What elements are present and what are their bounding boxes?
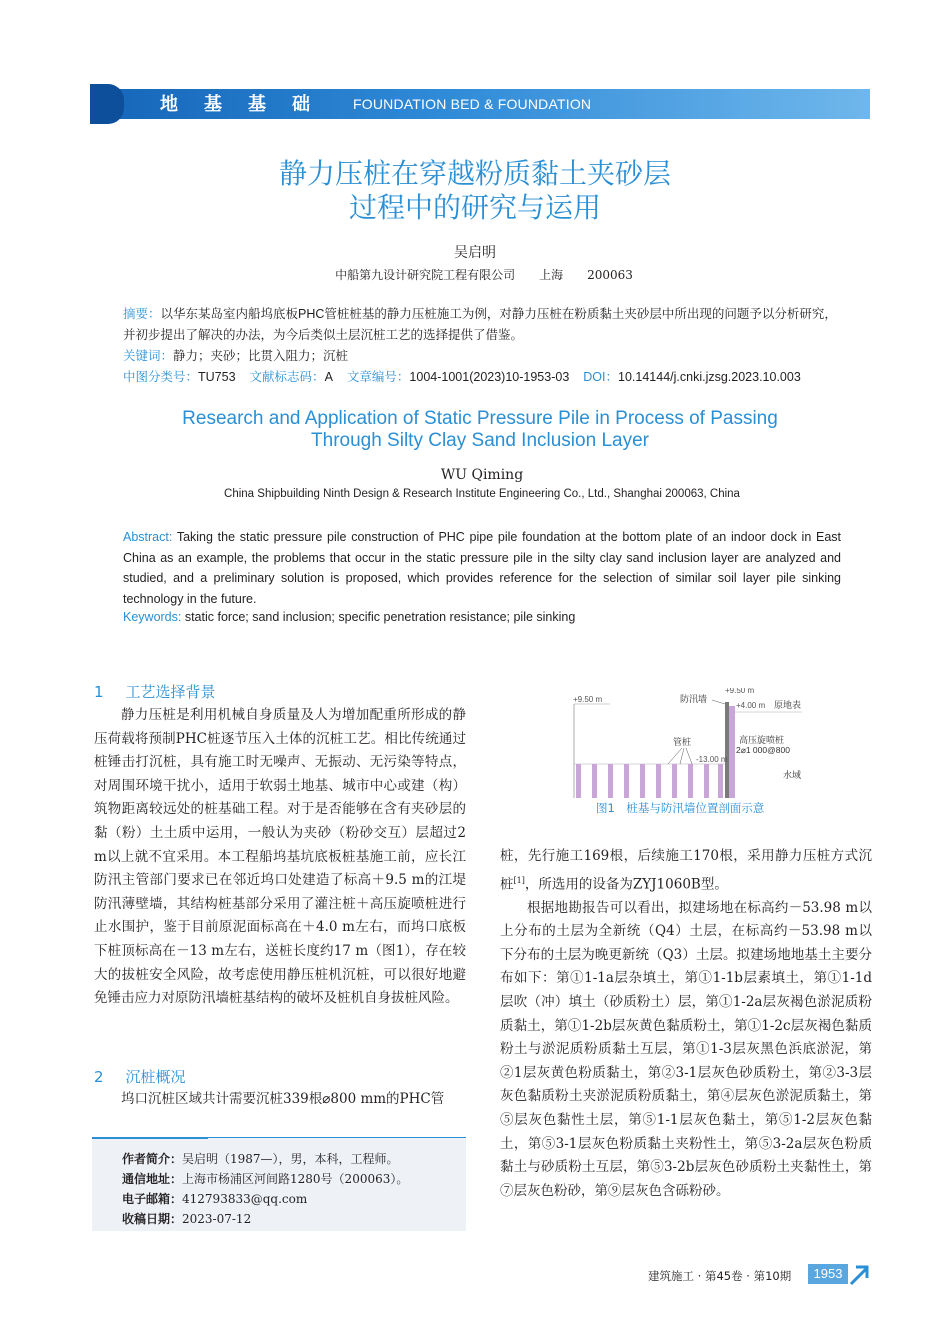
abstract-en-label: Abstract: [123,530,173,544]
email-label: 电子邮箱： [122,1192,183,1206]
received-date: 2023-07-12 [182,1212,252,1226]
pile-9 [704,764,709,798]
section-2-title: 沉桩概况 [125,1068,186,1086]
doc-code-label: 文献标志码： [249,370,325,384]
paper-title-cn [150,157,800,225]
right-column-body [500,845,872,1203]
title-line-1: 静力压桩在穿越粉质黏土夹砂层 [278,157,671,190]
section-2-paragraph: 坞口沉桩区域共计需要沉桩339根⌀800 mm的PHC管 [121,1091,445,1107]
abstract-en [123,527,841,609]
para-cont-text: 桩，先行施工169根，后续施工170根，采用静力压桩方式沉桩 [500,848,872,893]
section-2-body [94,1088,466,1112]
author-en: WU Qiming [440,467,524,483]
header-tab-decoration [90,84,124,124]
keywords-cn-label: 关键词： [123,349,174,363]
keywords-en-label: Keywords: [123,610,182,624]
label-pipe-pile: 管桩 [673,738,692,748]
abstract-en-text: Taking the static pressure pile construction of PHC pipe pile foundation at the bottom plate of an indoor dock in East China as an example, the problems that occur in the static pressure pile in the silty clay sand inclusion layer are analyzed and studied, and a preliminary solution is proposed, which provides reference for the selection of similar soil layer pile sinking technology in the future. [123,530,841,606]
pile-3 [608,764,613,798]
label-top-elev: +9.50 m [725,688,755,695]
abstract-cn-text: 以华东某岛室内船坞底板PHC管桩桩基的静力压桩施工为例，对静力压桩在粉质黏土夹砂层中所出现的问题予以分析研究，并初步提出了解决的办法，为今后类似土层沉桩工艺的选择提供了借鉴。 [123,307,837,342]
email: 412793833@qq.com [182,1192,308,1206]
keywords-en [123,607,841,628]
doi-label: DOI： [583,370,619,384]
pipe-piles [576,764,723,798]
section-1-paragraph: 静力压桩是利用机械自身质量及人为增加配重所形成的静压荷载将预制PHC桩逐节压入土体的沉桩工艺。相比传统通过桩锤击打沉桩，具有施工时无噪声、无振动、无污染等特点，对周围环境干扰小，适用于软弱土地基、城市中心或建（构）筑物距离较远处的桩基础工程。对于是否能够在含有夹砂层的黏（粉）土土质中运用，一般认为夹砂（粉砂交互）层超过2 m以上就不宜采用。本工程船坞基坑底板桩基施工前，应长江防汛主管部门要求已在邻近坞口处建造了标高＋9.5 m的江堤防汛薄壁墙，其结构桩基部分采用了灌注桩＋高压旋喷桩进行止水围护，鉴于目前原泥面标高在＋4.0 m左右，而坞口底板下桩顶标高在－13 m左右，送桩长度约17 m（图1），存在较大的拔桩安全风险，故考虑使用静压桩机沉桩，可以很好地避免锤击应力对原防汛墙桩基结构的破坏及桩机自身拔桩风险。 [94,707,466,1007]
section-1-number: 1 [94,683,104,701]
pile-1 [576,764,581,798]
pile-leader-2 [680,748,684,764]
author-box-rule-thin [208,1137,466,1138]
section-1-heading [94,681,216,702]
classification-line [123,367,843,388]
label-water: 水域 [783,771,802,781]
pile-10 [718,764,723,798]
pile-2 [592,764,597,798]
section-1-title: 工艺选择背景 [125,683,216,701]
abstract-cn [123,304,843,346]
author-box-rule-thick [92,1137,208,1139]
pile-leader-3 [686,748,692,764]
title-en-line-2: Through Silty Clay Sand Inclusion Layer [311,430,649,451]
jet-grouting-column [729,706,735,798]
title-line-2: 过程中的研究与运用 [348,191,601,224]
pile-8 [688,764,693,798]
figure-1-diagram [570,688,870,803]
doi-value: 10.14144/j.cnki.jzsg.2023.10.003 [618,370,801,384]
pile-6 [656,764,661,798]
paper-title-en [130,408,830,452]
column-title-en: FOUNDATION BED & FOUNDATION [353,96,592,112]
author-intro: 吴启明（1987—），男，本科，工程师。 [182,1152,399,1166]
figure-1-caption: 图1 桩基与防汛墙位置剖面示意 [596,801,765,815]
affiliation-org: 中船第九设计研究院工程有限公司 [335,268,516,282]
author-intro-label: 作者简介： [122,1152,183,1166]
pile-7 [672,764,677,798]
email-row [122,1189,307,1209]
right-para-continued [500,845,872,897]
section-2-heading [94,1066,186,1087]
footer-journal: 建筑施工 · 第45卷 · 第10期 [648,1269,792,1283]
label-bottom-elev: -13.00 m [696,755,728,764]
clc-label: 中图分类号： [123,370,199,384]
keywords-cn-text: 静力；夹砂；比贯入阻力；沉桩 [173,349,349,363]
affiliation-en: China Shipbuilding Ninth Design & Research Institute Engineering Co., Ltd., Shanghai 200063, China [224,488,740,500]
author-info-box [92,1137,466,1231]
column-title-cn: 地基基础 [160,94,336,115]
keywords-cn [123,346,843,367]
label-flood-wall: 防汛墙 [680,695,708,705]
affiliation-cn [0,266,950,283]
pile-leader-1 [668,748,682,764]
address-row [122,1169,408,1189]
pile-5 [640,764,645,798]
right-para-2: 根据地勘报告可以看出，拟建场地在标高约－53.98 m以上分布的土层为全新统（Q4）土层，在标高约－53.98 m以下分布的土层为晚更新统（Q3）土层。拟建场地地基土主要分布如下：第①1-1a层杂填土，第①1-1b层素填土，第①1-1d层吹（冲）填土（砂质粉土）层，第①1-2a层灰褐色淤泥质粉质黏土，第①1-2b层灰黄色黏质粉土，第①1-2c层灰褐色黏质粉土与淤泥质粉质黏土互层，第①1-3层灰黑色浜底淤泥，第②1层灰黄色粉质黏土，第②3-1层灰色砂质粉土，第②3-3层灰色黏质粉土夹淤泥质粉质黏土，第④层灰色淤泥质黏土，第⑤层灰色黏性土层，第⑤1-1层灰色黏土，第⑤1-2层灰色黏土，第⑤3-1层灰色粉质黏土夹粉性土，第⑤3-2a层灰色粉质黏土与砂质粉土互层，第⑤3-2b层灰色砂质粉土夹黏性土，第⑦层灰色粉砂，第⑨层灰色含砾粉砂。 [500,899,872,1199]
label-jet-pile: 高压旋喷桩 [739,736,785,746]
citation-ref: [1] [513,875,525,885]
address-label: 通信地址： [122,1172,183,1186]
section-1-body [94,704,466,1011]
author-intro-row [122,1149,399,1169]
label-left-elev: +9.50 m [573,695,603,704]
affiliation-city: 上海 [539,268,564,282]
clc-value: TU753 [198,370,236,384]
pile-4 [624,764,629,798]
received-row [122,1209,251,1229]
abstract-cn-label: 摘要： [123,307,161,321]
label-ground: 原地表 [774,701,802,711]
received-label: 收稿日期： [122,1212,183,1226]
article-no-value: 1004-1001(2023)10-1953-03 [409,370,570,384]
affiliation-zip: 200063 [587,268,633,282]
section-2-number: 2 [94,1068,104,1086]
article-no-label: 文章编号： [346,370,410,384]
title-en-line-1: Research and Application of Static Pressure Pile in Process of Passing [182,408,778,429]
para-cont-end: ，所选用的设备为ZYJ1060B型。 [524,876,728,893]
arrow-icon [848,1264,870,1286]
address: 上海市杨浦区河间路1280号（200063）。 [182,1172,409,1186]
author-cn: 吴启明 [454,245,496,261]
label-jet-spec: 2⌀1 000@800 [736,745,790,755]
flood-wall [725,702,729,798]
wall-leader [712,700,725,704]
keywords-en-text: static force; sand inclusion; specific penetration resistance; pile sinking [181,610,576,624]
label-ground-elev: +4.00 m [736,701,766,710]
page-number: 1953 [808,1264,848,1284]
doc-code-value: A [324,370,333,384]
